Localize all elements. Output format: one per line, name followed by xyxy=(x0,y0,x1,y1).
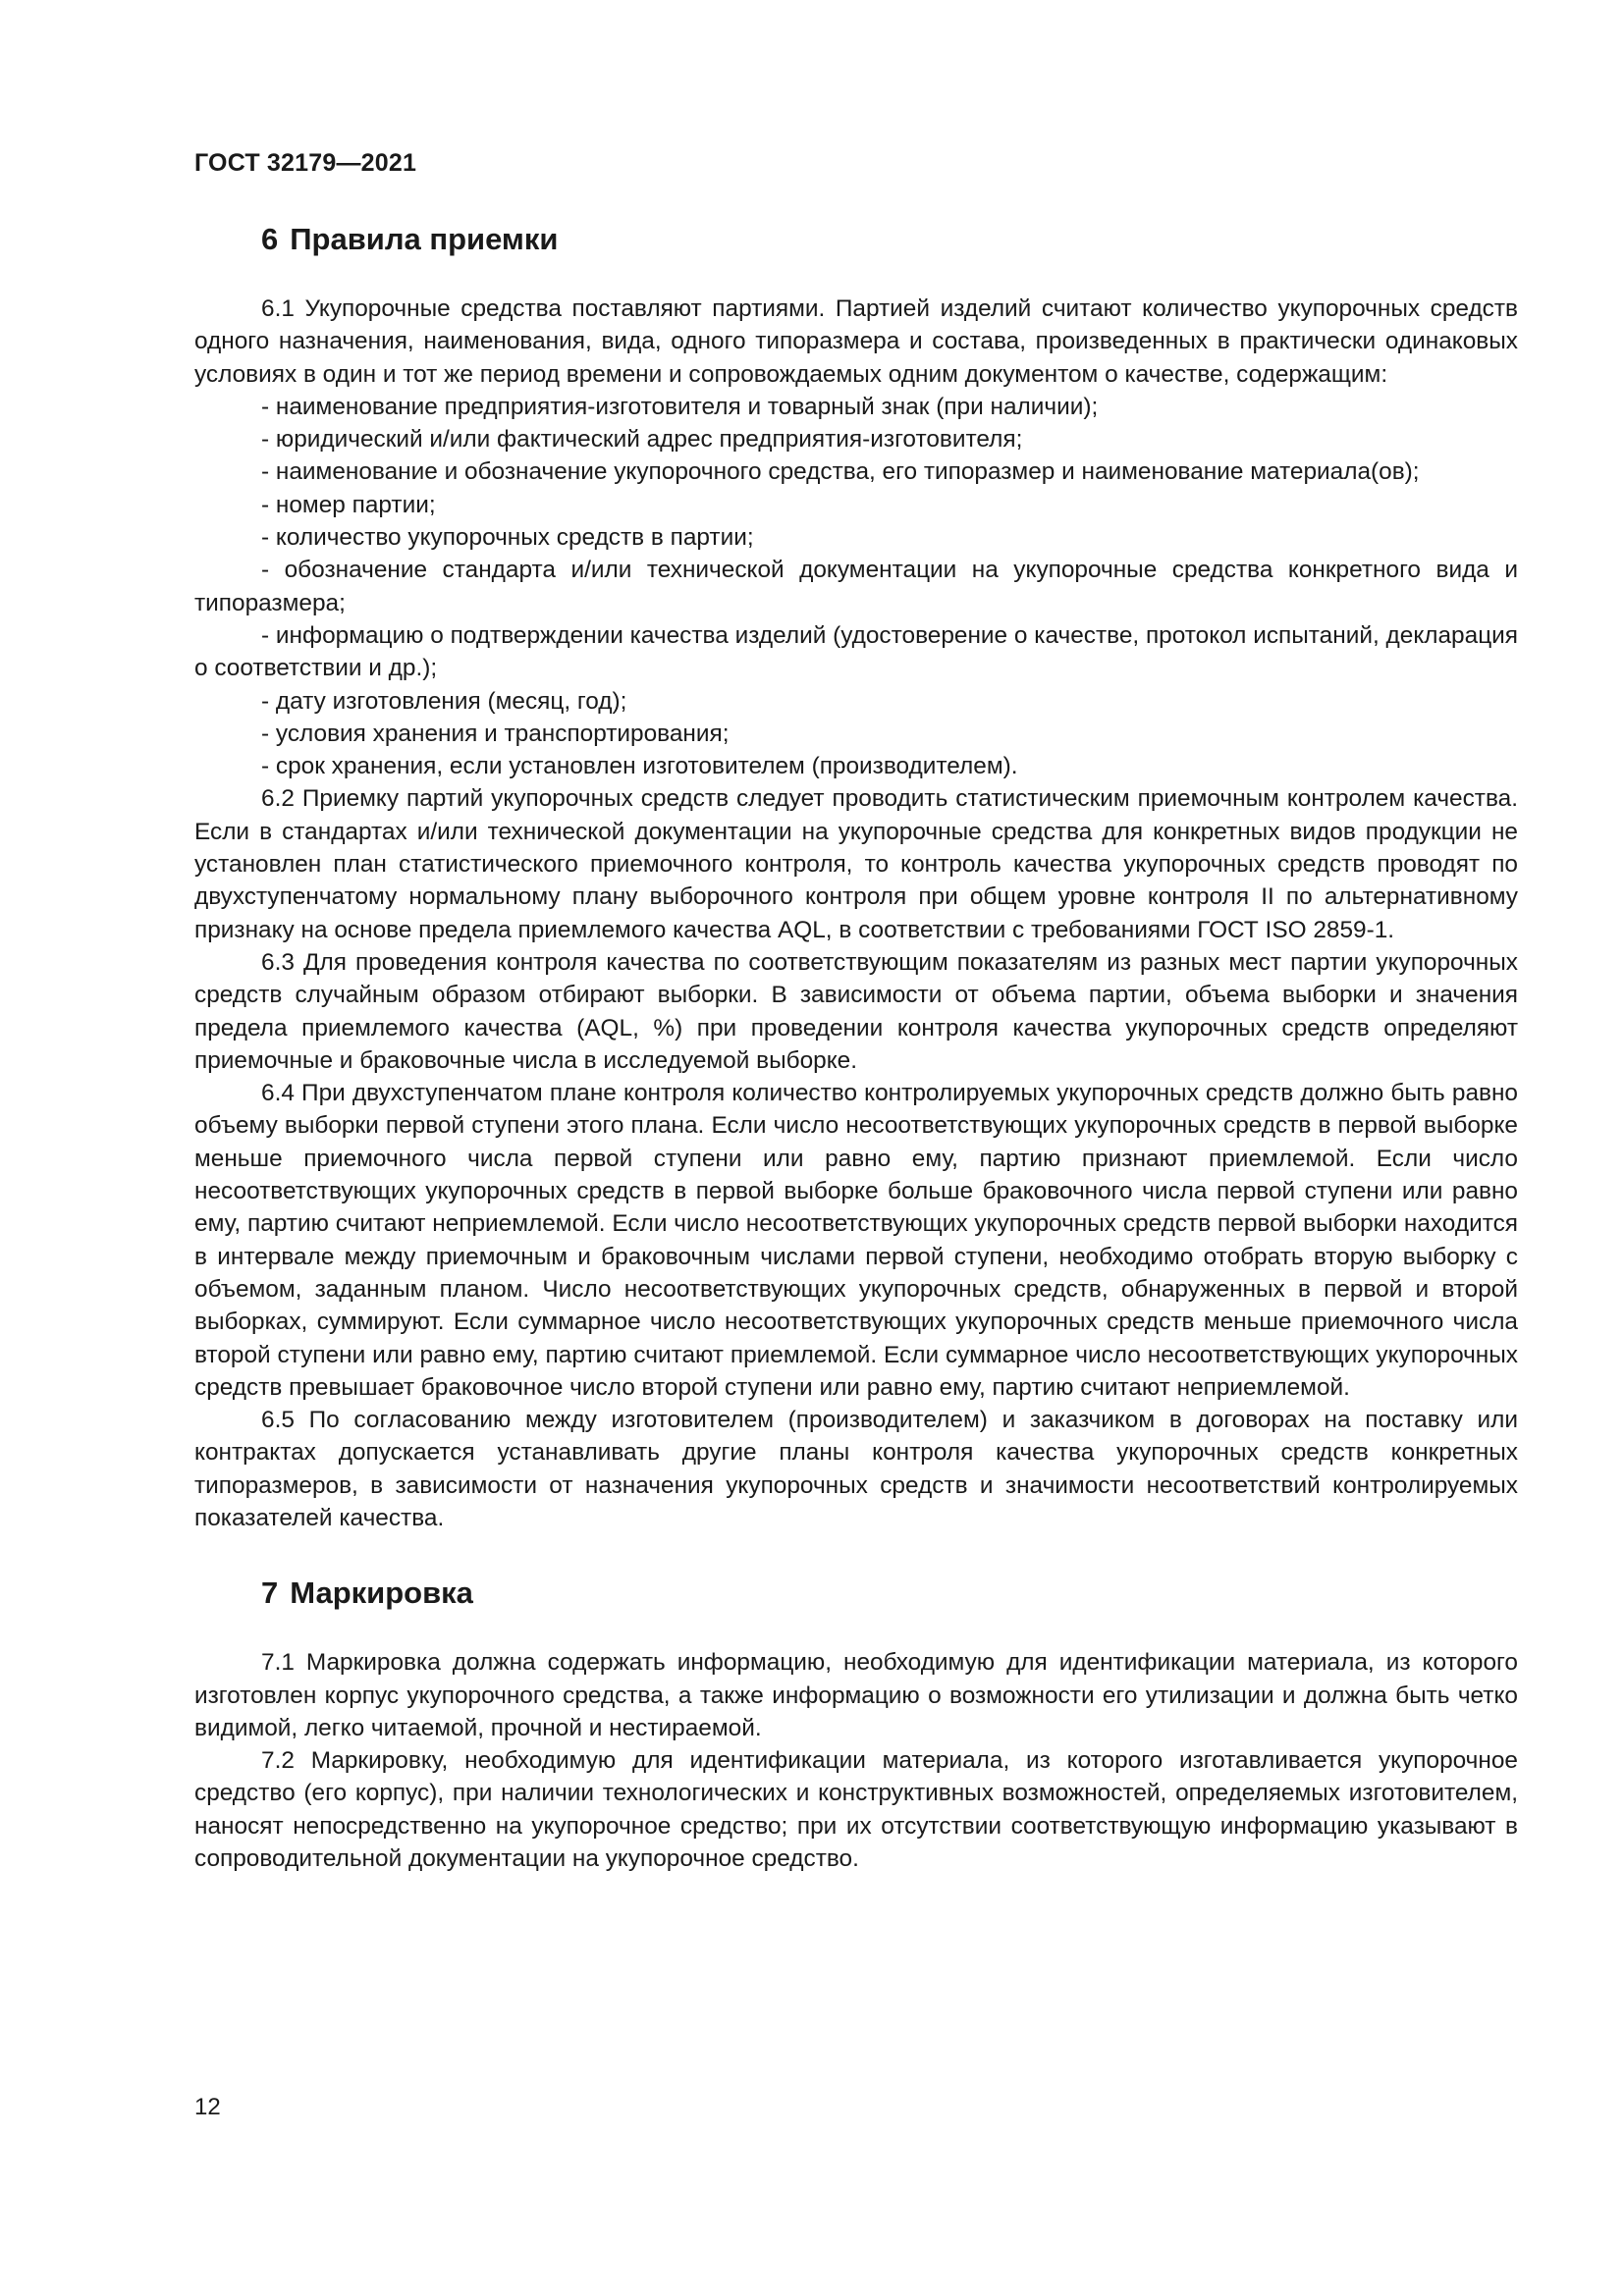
list-item: - информацию о подтверждении качества изделий (удостоверение о качестве, протокол испытаний, декларация о соответствии и др.); xyxy=(194,621,1518,682)
list-item: - наименование и обозначение укупорочного средства, его типоразмер и наименование материала(ов); xyxy=(261,458,1420,486)
list-item: - наименование предприятия-изготовителя и товарный знак (при наличии); xyxy=(261,393,1099,420)
clause-7-1: 7.1 Маркировка должна содержать информацию, необходимую для идентификации материала, из которого изготовлен корпус укупорочного средства, а также информацию о возможности его утилизации и должна быть четко видимой, легко читаемой, прочной и нестираемой. xyxy=(194,1649,1518,1741)
section-7-heading xyxy=(194,1574,1518,1613)
clause-7-2: 7.2 Маркировку, необходимую для идентификации материала, из которого изготавливается укупорочное средство (его корпус), при наличии технологических и конструктивных возможностей, определяемых изготовителем, наносят непосредственно на укупорочное средство; при их отсутствии соответствующую информацию указывают в сопроводительной документации на укупорочное средство. xyxy=(194,1747,1518,1873)
section-6-heading xyxy=(194,220,1518,259)
clause-6-5: 6.5 По согласованию между изготовителем (производителем) и заказчиком в договорах на поставку или контрактах допускается устанавливать другие планы контроля качества укупорочных средств конкретных типоразмеров, в зависимости от назначения укупорочных средств и значимости несоответствий контролируемых показателей качества. xyxy=(194,1407,1518,1531)
section-6-title: Правила приемки xyxy=(290,222,559,256)
list-item: - номер партии; xyxy=(261,491,436,518)
clause-6-1: 6.1 Укупорочные средства поставляют партиями. Партией изделий считают количество укупорочных средств одного назначения, наименования, вида, одного типоразмера и состава, произведенных в практически одинаковых условиях в один и тот же период времени и сопровождаемых одним документом о качестве, содержащим: xyxy=(194,295,1518,388)
clause-6-4: 6.4 При двухступенчатом плане контроля количество контролируемых укупорочных средств должно быть равно объему выборки первой ступени этого плана. Если число несоответствующих укупорочных средств в первой выборке меньше приемочного числа первой ступени или равно ему, партию признают приемлемой. Если число несоответствующих укупорочных средств в первой выборке больше браковочного числа первой ступени или равно ему, партию считают неприемлемой. Если число несоответствующих укупорочных средств первой выборки находится в интервале между приемочным и браковочным числами первой ступени, необходимо отобрать вторую выборку с объемом, заданным планом. Число несоответствующих укупорочных средств, обнаруженных в первой и второй выборках, суммируют. Если суммарное число несоответствующих укупорочных средств меньше приемочного числа второй ступени или равно ему, партию считают приемлемой. Если суммарное число несоответствующих укупорочных средств превышает браковочное число второй ступени или равно ему, партию считают неприемлемой. xyxy=(194,1080,1518,1401)
document-body xyxy=(194,220,1518,1875)
section-7-title: Маркировка xyxy=(290,1575,473,1611)
section-6-number: 6 xyxy=(261,222,279,256)
list-item: - условия хранения и транспортирования; xyxy=(261,720,730,747)
list-item: - обозначение стандарта и/или технической документации на укупорочные средства конкретного вида и типоразмера; xyxy=(194,557,1518,616)
list-item: - количество укупорочных средств в партии; xyxy=(261,524,754,552)
clause-6-3: 6.3 Для проведения контроля качества по соответствующим показателям из разных мест партии укупорочных средств случайным образом отбирают выборки. В зависимости от объема партии, объема выборки и значения предела приемлемого качества (AQL, %) при проведении контроля качества укупорочных средств определяют приемочные и браковочные числа в исследуемой выборке. xyxy=(194,948,1518,1074)
document-code-header: ГОСТ 32179—2021 xyxy=(194,149,417,177)
list-item: - юридический и/или фактический адрес предприятия-изготовителя; xyxy=(261,426,1023,454)
list-item: - срок хранения, если установлен изготовителем (производителем). xyxy=(261,753,1018,780)
clause-6-2: 6.2 Приемку партий укупорочных средств следует проводить статистическим приемочным контролем качества. Если в стандартах и/или технической документации на укупорочные средства для конкретных видов продукции не установлен план статистического приемочного контроля, то контроль качества укупорочных средств проводят по двухступенчатому нормальному плану выборочного контроля при общем уровне контроля II по альтернативному признаку на основе предела приемлемого качества AQL, в соответствии с требованиями ГОСТ ISO 2859-1. xyxy=(194,785,1518,943)
list-item: - дату изготовления (месяц, год); xyxy=(261,687,627,715)
section-7-number: 7 xyxy=(261,1575,279,1611)
page-number: 12 xyxy=(194,2094,221,2120)
